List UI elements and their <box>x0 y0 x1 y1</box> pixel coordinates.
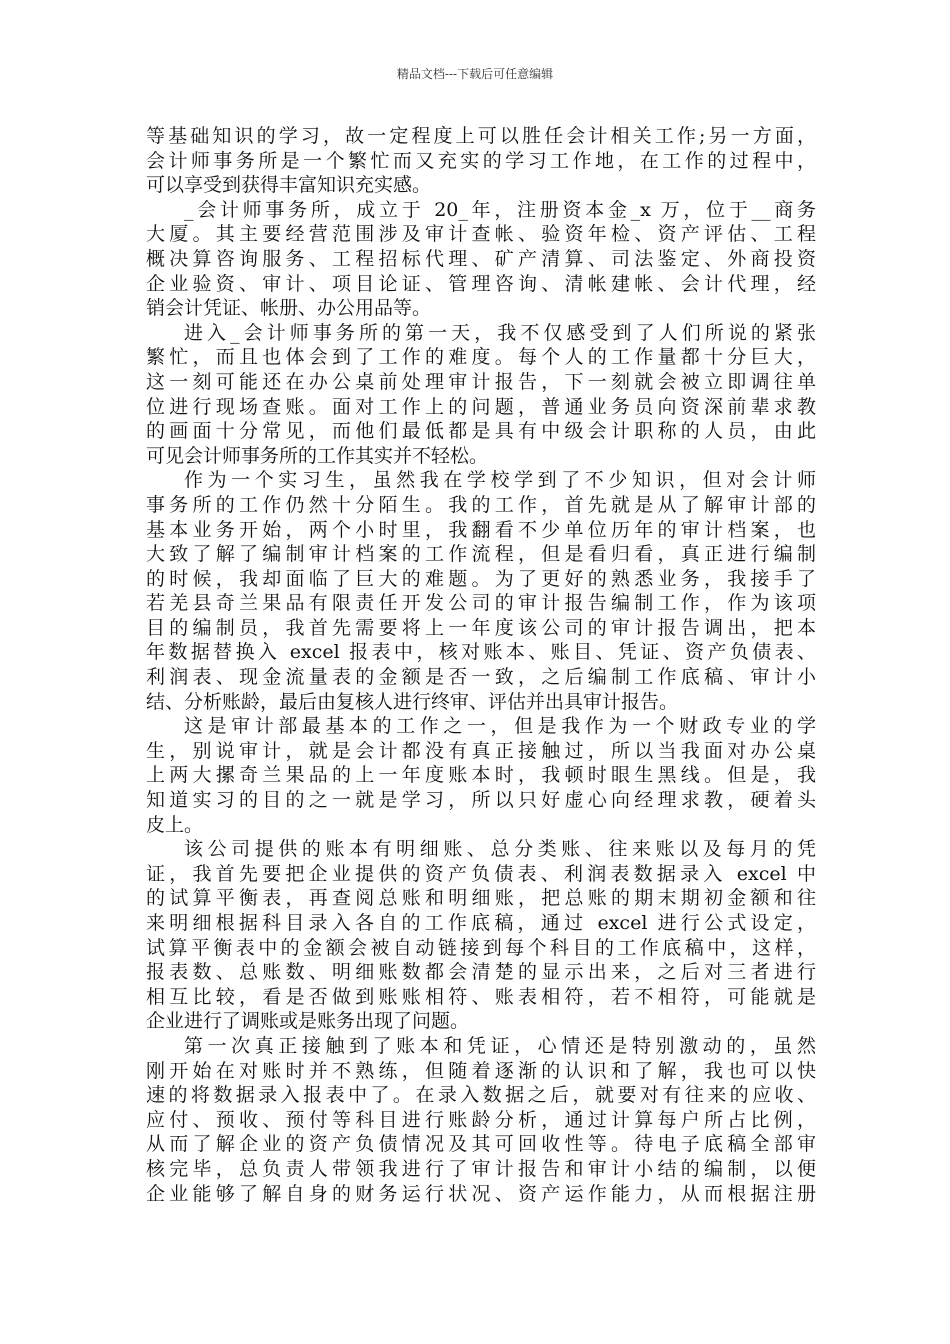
text-line: 企业进行了调账或是账务出现了问题。 <box>146 1010 470 1033</box>
text-line: 企业验资、审计、项目论证、管理咨询、清帐建帐、会计代理，经 <box>146 272 816 295</box>
text-line: 知道实习的目的之一就是学习，所以只好虚心向经理求教，硬着头 <box>146 789 816 812</box>
paragraph-first-line: 第一次真正接触到了账本和凭证，心情还是特别激动的，虽然 <box>184 1034 816 1057</box>
text-line: 基本业务开始，两个小时里，我翻看不少单位历年的审计档案，也 <box>146 518 816 541</box>
text-line: 大致了解了编制审计档案的工作流程，但是看归看，真正进行编制 <box>146 543 816 566</box>
paragraph-first-line: 进入_会计师事务所的第一天，我不仅感受到了人们所说的紧张 <box>184 321 816 344</box>
text-line: 等基础知识的学习，故一定程度上可以胜任会计相关工作;另一方面， <box>146 125 816 147</box>
text-line: 报表数、总账数、明细账数都会清楚的显示出来，之后对三者进行 <box>146 961 816 984</box>
text-line: 若羌县奇兰果品有限责任开发公司的审计报告编制工作，作为该项 <box>146 592 816 615</box>
text-line: 核完毕，总负责人带领我进行了审计报告和审计小结的编制，以便 <box>146 1157 816 1180</box>
text-line: 位进行现场查账。面对工作上的问题，普通业务员向资深前辈求教 <box>146 395 816 418</box>
text-line: 利润表、现金流量表的金额是否一致，之后编制工作底稿、审计小 <box>146 666 816 689</box>
paragraph-first-line: _会计师事务所，成立于 20_年，注册资本金_x 万，位于__商务 <box>184 198 816 221</box>
text-line: 目的编制员，我首先需要将上一年度该公司的审计报告调出，把本 <box>146 616 816 639</box>
text-line: 上两大摞奇兰果品的上一年度账本时，我顿时眼生黑线。但是，我 <box>146 764 816 787</box>
text-line: 速的将数据录入报表中了。在录入数据之后，就要对有往来的应收、 <box>146 1084 816 1107</box>
text-line: 会计师事务所是一个繁忙而又充实的学习工作地，在工作的过程中， <box>146 149 816 172</box>
text-line: 这一刻可能还在办公桌前处理审计报告，下一刻就会被立即调往单 <box>146 370 816 393</box>
text-line: 企业能够了解自身的财务运行状况、资产运作能力，从而根据注册 <box>146 1182 816 1205</box>
text-line: 可见会计师事务所的工作其实并不轻松。 <box>146 444 489 467</box>
text-line: 皮上。 <box>146 813 204 836</box>
paragraph-first-line: 这是审计部最基本的工作之一，但是我作为一个财政专业的学 <box>184 715 816 738</box>
text-line: 证，我首先要把企业提供的资产负债表、利润表数据录入 excel 中 <box>146 862 816 885</box>
text-line: 年数据替换入 excel 报表中，核对账本、账目、凭证、资产负债表、 <box>146 641 816 664</box>
text-line: 的画面十分常见，而他们最低都是具有中级会计职称的人员，由此 <box>146 420 816 443</box>
paragraph-first-line: 作为一个实习生，虽然我在学校学到了不少知识，但对会计师 <box>184 469 816 492</box>
text-line: 来明细根据科目录入各自的工作底稿，通过 excel 进行公式设定， <box>146 912 816 934</box>
text-line: 试算平衡表中的金额会被自动链接到每个科目的工作底稿中，这样， <box>146 936 816 959</box>
text-line: 事务所的工作仍然十分陌生。我的工作，首先就是从了解审计部的 <box>146 493 816 516</box>
text-line: 应付、预收、预付等科目进行账龄分析，通过计算每户所占比例， <box>146 1108 816 1131</box>
text-line: 大厦。其主要经营范围涉及审计查帐、验资年检、资产评估、工程 <box>146 223 816 246</box>
text-line: 结、分析账龄，最后由复核人进行终审、评估并出具审计报告。 <box>146 690 679 713</box>
text-line: 的试算平衡表，再查阅总账和明细账，把总账的期末期初金额和往 <box>146 887 816 910</box>
text-line: 概决算咨询服务、工程招标代理、矿产清算、司法鉴定、外商投资 <box>146 247 816 270</box>
text-line: 生，别说审计，就是会计都没有真正接触过，所以当我面对办公桌 <box>146 739 816 762</box>
page-header: 精品文档---下载后可任意编辑 <box>396 67 554 81</box>
text-line: 可以享受到获得丰富知识充实感。 <box>146 174 432 197</box>
text-line: 相互比较，看是否做到账账相符、账表相符，若不相符，可能就是 <box>146 985 816 1008</box>
document-body <box>146 124 816 1206</box>
paragraph-first-line: 该公司提供的账本有明细账、总分类账、往来账以及每月的凭 <box>184 838 816 861</box>
text-line: 销会计凭证、帐册、办公用品等。 <box>146 297 432 320</box>
text-line: 繁忙，而且也体会到了工作的难度。每个人的工作量都十分巨大， <box>146 346 816 369</box>
text-line: 从而了解企业的资产负债情况及其可回收性等。待电子底稿全部审 <box>146 1133 816 1156</box>
text-line: 的时候，我却面临了巨大的难题。为了更好的熟悉业务，我接手了 <box>146 567 816 590</box>
text-line: 刚开始在对账时并不熟练，但随着逐渐的认识和了解，我也可以快 <box>146 1059 816 1082</box>
